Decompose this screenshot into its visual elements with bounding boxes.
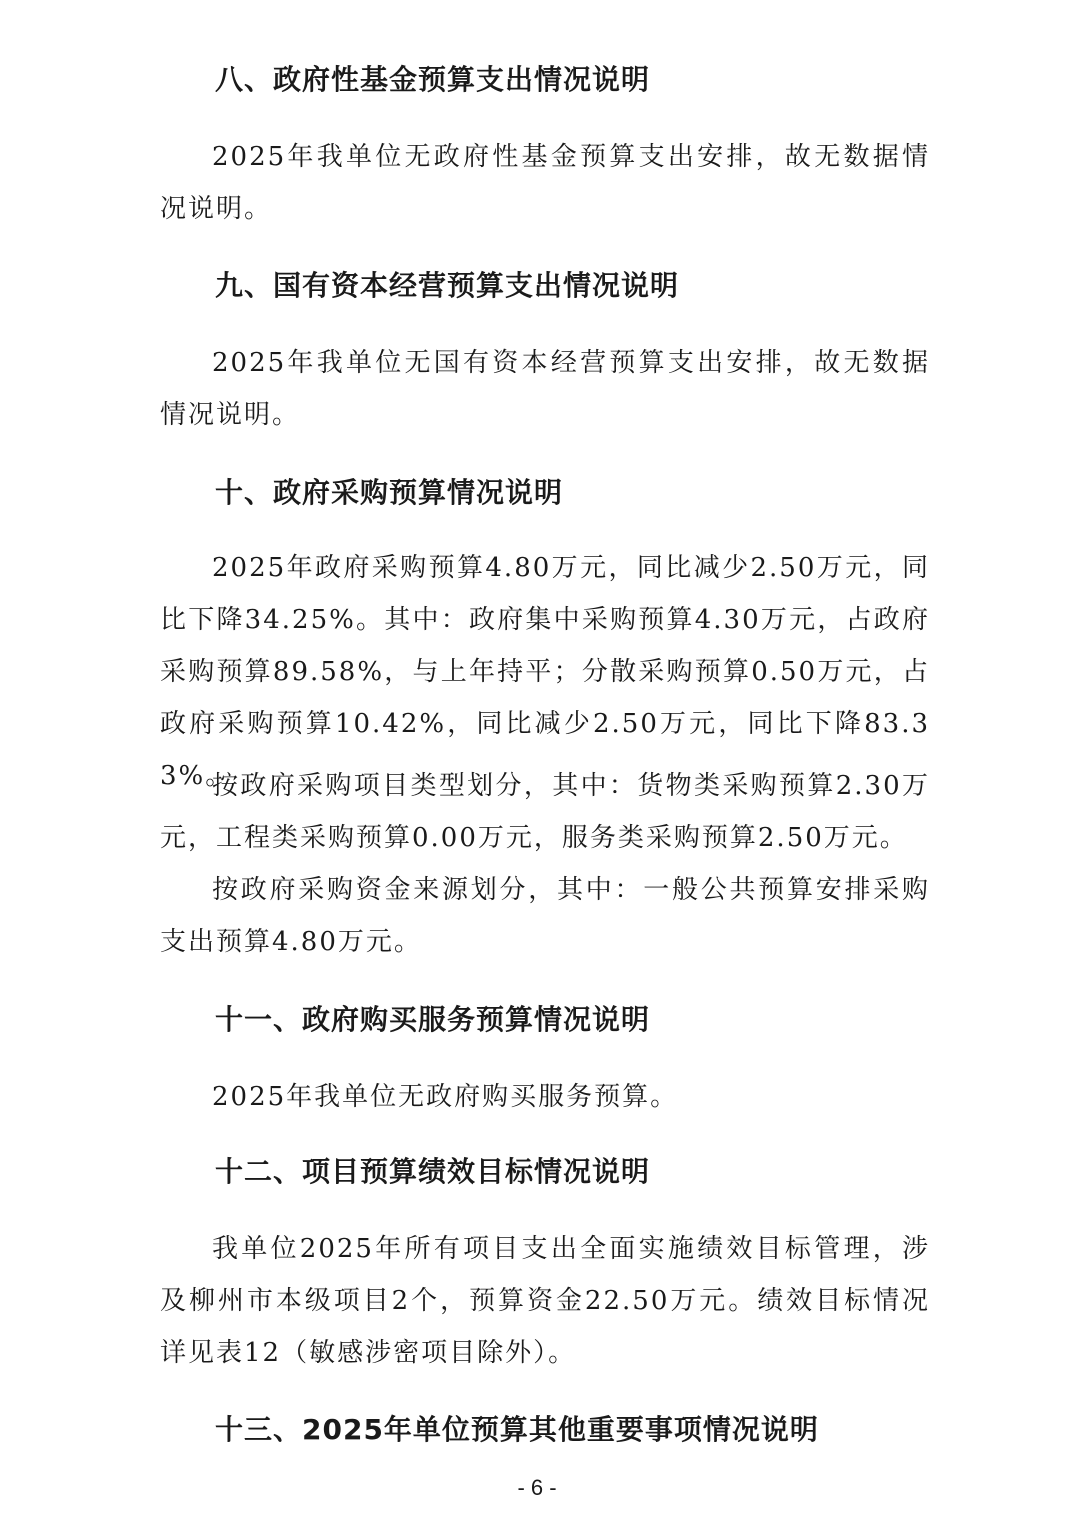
section-heading-13: 十三、2025年单位预算其他重要事项情况说明 [215, 1413, 819, 1446]
section-10-paragraph-2: 按政府采购项目类型划分，其中：货物类采购预算2.30万元，工程类采购预算0.00万元，服务类采购预算2.50万元。 [160, 771, 930, 853]
section-heading-12: 十二、项目预算绩效目标情况说明 [215, 1155, 651, 1188]
section-10-paragraph-1: 2025年政府采购预算4.80万元，同比减少2.50万元，同比下降34.25%。其中：政府集中采购预算4.30万元，占政府采购预算89.58%，与上年持平；分散采购预算0.50万元，占政府采购预算10.42%，同比减少2.50万元，同比下降83.33%。 [160, 553, 930, 791]
section-10-paragraph-3: 按政府采购资金来源划分，其中：一般公共预算安排采购支出预算4.80万元。 [160, 875, 930, 957]
section-8-paragraph-1: 2025年我单位无政府性基金预算支出安排，故无数据情况说明。 [160, 142, 930, 224]
section-12-paragraph-1: 我单位2025年所有项目支出全面实施绩效目标管理，涉及柳州市本级项目2个，预算资金22.50万元。绩效目标情况详见表12（敏感涉密项目除外）。 [160, 1234, 930, 1368]
section-heading-10: 十、政府采购预算情况说明 [215, 476, 564, 509]
section-heading-9: 九、国有资本经营预算支出情况说明 [215, 269, 680, 302]
section-9-paragraph-1: 2025年我单位无国有资本经营预算支出安排，故无数据情况说明。 [160, 348, 930, 430]
section-heading-11: 十一、政府购买服务预算情况说明 [215, 1003, 651, 1036]
section-heading-8: 八、政府性基金预算支出情况说明 [215, 63, 651, 96]
page-number: - 6 - [517, 1475, 557, 1500]
section-11-paragraph-1: 2025年我单位无政府购买服务预算。 [212, 1082, 679, 1112]
